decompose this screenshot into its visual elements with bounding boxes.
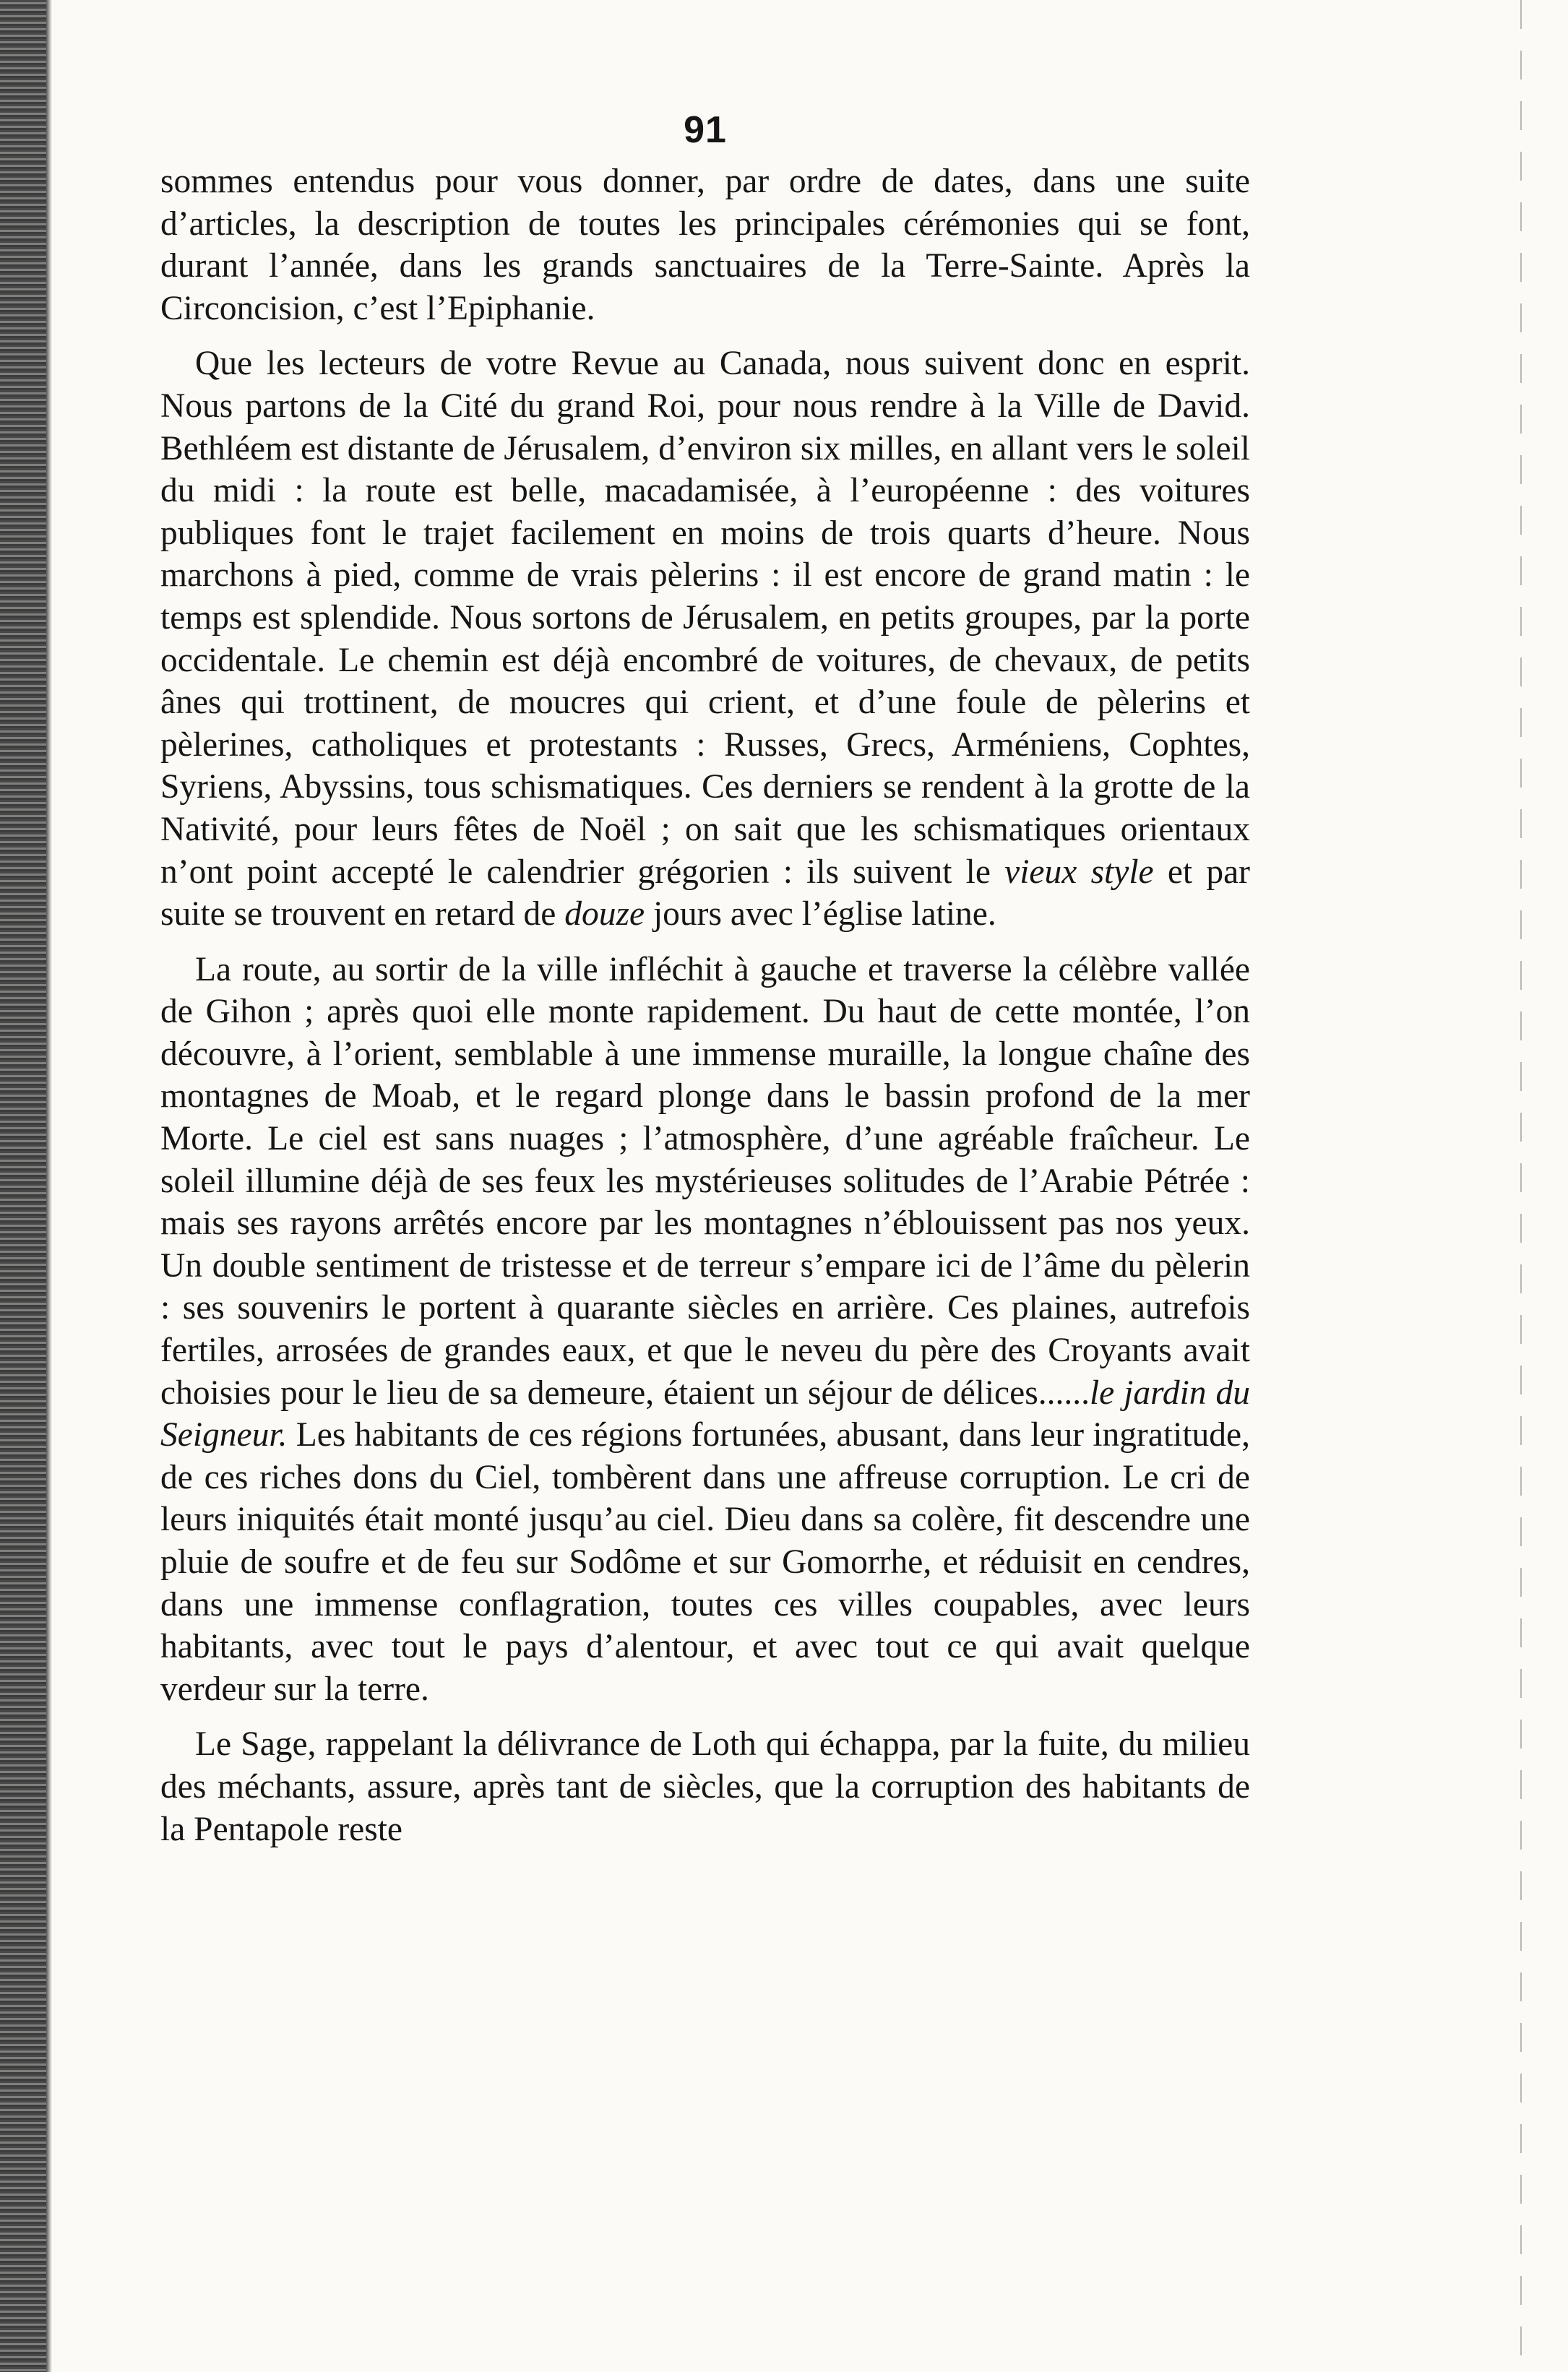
italic-text: vieux style [1004, 853, 1154, 891]
text-segment: jours avec l’église latine. [645, 895, 996, 933]
page-edge-rule [1520, 0, 1522, 2372]
text-segment: Que les lecteurs de votre Revue au Canada, nous suivent donc en esprit. Nous partons de la Cité du grand Roi, pour nous rendre à la Ville de David. Bethléem est distante de Jérusalem, d’environ six milles, en allant vers le soleil du midi : la route est belle, macadamisée, à l’européenne : des voitures publiques font le trajet facilement en moins de trois quarts d’heure. Nous marchons à pied, comme de vrais pèlerins : il est encore de grand matin : le temps est splendide. Nous sortons de Jérusalem, en petits groupes, par la porte occidentale. Le chemin est déjà encombré de voitures, de chevaux, de petits ânes qui trottinent, de moucres qui crient, et d’une foule de pèlerins et pèlerines, catholiques et protestants : Russes, Grecs, Arméniens, Cophtes, Syriens, Abyssins, tous schismatiques. Ces derniers se rendent à la grotte de la Nativité, pour leurs fêtes de Noël ; on sait que les schismatiques orientaux n’ont point accepté le calendrier grégorien : ils suivent le [160, 345, 1250, 891]
paragraph [160, 342, 1250, 935]
paragraph [160, 1723, 1250, 1850]
text-segment: sommes entendus pour vous donner, par ordre de dates, dans une suite d’articles, la description de toutes les principales cérémonies qui se font, durant l’année, dans les grands sanctuaires de la Terre-Sainte. Après la Circoncision, c’est l’Epiphanie. [160, 163, 1250, 327]
italic-text: le jardin du Seigneur. [160, 1373, 1250, 1454]
book-binding-edge [0, 0, 52, 2372]
text-segment: et par suite se trouvent en retard de [160, 853, 1250, 933]
page-number: 91 [684, 109, 727, 151]
paragraph [160, 949, 1250, 1711]
text-segment: Les habitants de ces régions fortunées, abusant, dans leur ingratitude, de ces riches dons du Ciel, tombèrent dans une affreuse corruption. Le cri de leurs iniquités était monté jusqu’au ciel. Dieu dans sa colère, fit descendre une pluie de soufre et de feu sur Sodôme et sur Gomorrhe, et réduisit en cendres, dans une immense conflagration, toutes ces villes coupables, avec leurs habitants, avec tout le pays d’alentour, et avec tout ce qui avait quelque verdeur sur la terre. [160, 1416, 1250, 1708]
page-body [160, 160, 1250, 1850]
text-segment: La route, au sortir de la ville infléchit à gauche et traverse la célèbre vallée de Gihon ; après quoi elle monte rapidement. Du haut de cette montée, l’on découvre, à l’orient, semblable à une immense muraille, la longue chaîne des montagnes de Moab, et le regard plonge dans le bassin profond de la mer Morte. Le ciel est sans nuages ; l’atmosphère, d’une agréable fraîcheur. Le soleil illumine déjà de ses feux les mystérieuses solitudes de l’Arabie Pétrée : mais ses rayons arrêtés encore par les montagnes n’éblouissent pas nos yeux. Un double sentiment de tristesse et de terreur s’empare ici de l’âme du pèlerin : ses souvenirs le portent à quarante siècles en arrière. Ces plaines, autrefois fertiles, arrosées de grandes eaux, et que le neveu du père des Croyants avait choisies pour le lieu de sa demeure, étaient un séjour de délices...... [160, 950, 1250, 1412]
book-page [160, 108, 1250, 1863]
paragraph [160, 160, 1250, 329]
text-segment: Le Sage, rappelant la délivrance de Loth qui échappa, par la fuite, du milieu des méchants, assure, après tant de siècles, que la corruption des habitants de la Pentapole reste [160, 1725, 1250, 1848]
italic-text: douze [564, 895, 645, 933]
